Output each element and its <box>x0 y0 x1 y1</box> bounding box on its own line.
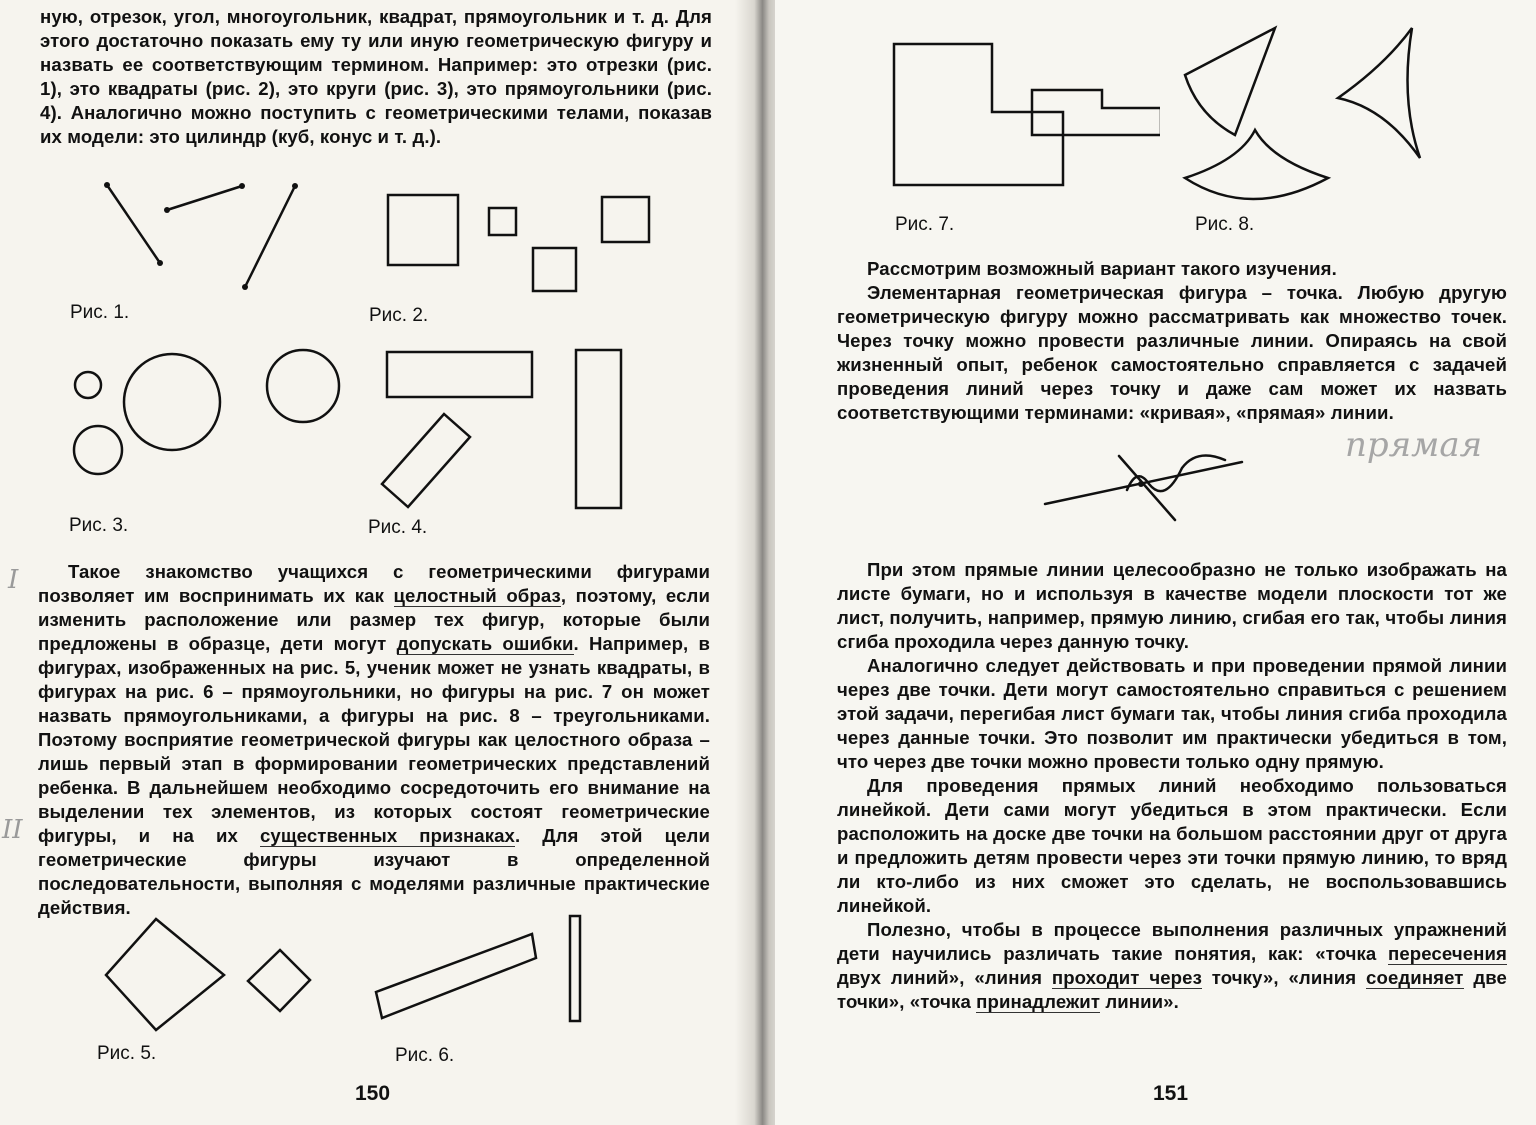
margin-note-1: I <box>8 565 19 595</box>
underline-essential-features: существенных признаках <box>259 825 516 846</box>
handwriting-note: прямая <box>1345 425 1483 465</box>
paragraph-3: При этом прямые линии целесообразно не только изображать на листе бумаги, но и используя в качестве модели плоскости тот же лист, получить, например, прямую линию, сгибая его так, чтобы линия сгиба проходила через данную точку. <box>837 559 1507 652</box>
caption-fig5: Рис. 5. <box>97 1043 157 1064</box>
figure-8-curved-triangles <box>1180 20 1525 215</box>
main-paragraph <box>38 560 710 920</box>
text-run: точку», «линия <box>1201 967 1367 988</box>
page-number-left: 150 <box>355 1082 391 1105</box>
rectangle-wide <box>387 352 532 397</box>
circle-large <box>124 354 220 450</box>
intro-text: ную, отрезок, угол, многоугольник, квадрат, прямоугольник и т. д. Для этого достаточно показать ему ту или иную геометрическую фигуру и назвать ее соответствующим термином. Например: это отрезки (рис. 1), это квадраты (рис. 2), это круги (рис. 3), это прямоугольники (рис. 4). Аналогично можно поступить с геометрическими телами, показав их модели: это цилиндр (куб, конус и т. д.). <box>40 6 712 147</box>
underline-belongs: принадлежит <box>976 991 1101 1012</box>
figure-6-rectangles <box>370 912 590 1027</box>
underline-errors: допускать ошибки <box>396 633 574 654</box>
right-text-bottom <box>837 558 1507 1014</box>
right-text-top <box>837 257 1507 425</box>
figure-4-rectangles <box>375 345 655 520</box>
paragraph-4: Аналогично следует действовать и при проведении прямой линии через две точки. Дети могут самостоятельно справиться с решением этой задачи, перегибая лист бумаги так, чтобы линия сгиба проходила через данные точки. Это позволит им практически убедиться в том, что через две точки можно провести только одну прямую. <box>837 655 1507 772</box>
caption-fig3: Рис. 3. <box>69 515 129 536</box>
segment-2 <box>167 186 242 210</box>
paragraph-5: Для проведения прямых линий необходимо пользоваться линейкой. Дети сами могут убедиться в этом практически. Если расположить на доске две точки на большом расстоянии друг от друга и предложить детям провести через эти точки прямую линию, то вряд ли кто-либо из них сможет это сделать, не воспользовавшись линейкой. <box>837 775 1507 916</box>
rectangle-long-tilted <box>376 934 536 1018</box>
underline-connects: соединяет <box>1366 967 1464 988</box>
figure-3-circles <box>70 345 350 490</box>
paragraph-2: Элементарная геометрическая фигура – точка. Любую другую геометрическую фигуру можно рассматривать как множество точек. Через точку можно провести различные линии. Опираясь на свой жизненный опыт, ребенок самостоятельно справляется с задачей проведения линий через точку и даже сам может их назвать соответствующими терминами: «кривая», «прямая» линии. <box>837 282 1507 423</box>
square-large <box>388 195 458 265</box>
caption-fig8: Рис. 8. <box>1195 214 1255 235</box>
diamond-small <box>248 950 310 1011</box>
caption-fig1: Рис. 1. <box>70 302 130 323</box>
rectangle-thin <box>570 916 580 1021</box>
margin-note-2: II <box>2 815 23 845</box>
square-medium <box>533 248 576 291</box>
square-medium-2 <box>602 197 649 242</box>
text-run: . Например, в фигурах, изображенных на рис. 5, ученик может не узнать квадраты, в фигурах на рис. 6 – прямоугольники, но фигуры на рис. 7 он может назвать прямоугольниками, а фигуры на рис. 8 – треугольниками. Поэтому восприятие геометрической фигуры как целостного образа – лишь первый этап в формировании геометрических представлений ребенка. В дальнейшем необходимо сосредоточить его внимание на выделении тех элементов, из которых состоят геометрические фигуры, и на их <box>38 633 710 846</box>
rectangle-tilted <box>382 414 470 507</box>
text-run: , поэтому, если изменить расположение или размер тех фигур, которые были предложены в образце, дети могут <box>38 585 710 654</box>
l-shape <box>894 44 1063 185</box>
text-run: . Для этой цели геометрические фигуры изучают в определенной последовательности, выполняя с моделями различные практические действия. <box>38 825 710 918</box>
text-run: Полезно, чтобы в процессе выполнения различных упражнений дети научились различать такие понятия, как: «точка <box>837 919 1507 964</box>
diamond-large <box>106 919 224 1030</box>
curved-triangle-1 <box>1185 28 1275 135</box>
circle-mid <box>74 426 122 474</box>
caption-fig4: Рис. 4. <box>368 517 428 538</box>
segment-1 <box>107 185 160 263</box>
curved-triangle-2 <box>1338 28 1420 158</box>
page-number-right: 151 <box>1153 1082 1189 1105</box>
underline-holistic-image: целостный образ <box>393 585 561 606</box>
text-run: линии». <box>1100 991 1179 1012</box>
right-page <box>775 0 1536 1125</box>
caption-fig2: Рис. 2. <box>369 305 429 326</box>
figure-2-squares <box>385 192 660 302</box>
circle-small <box>75 372 101 398</box>
caption-fig7: Рис. 7. <box>895 214 955 235</box>
paragraph-6 <box>837 918 1507 1014</box>
intro-paragraph <box>40 5 712 149</box>
text-run: двух линий», «линия <box>837 967 1052 988</box>
figure-7-polygons <box>890 40 1160 190</box>
figure-5-rotated-squares <box>100 915 340 1035</box>
text-run: Такое знакомство учащихся с геометрическими фигурами позволяет им воспринимать их как <box>38 561 710 606</box>
main-paragraph-text <box>38 560 710 920</box>
figure-lines-through-point <box>1037 448 1257 533</box>
underline-intersection: пересечения <box>1388 943 1507 964</box>
left-page <box>0 0 760 1125</box>
square-small <box>489 208 516 235</box>
curved-triangle-3 <box>1185 130 1328 199</box>
segment-3 <box>245 186 295 287</box>
figure-1-segments <box>95 175 315 300</box>
paragraph-1: Рассмотрим возможный вариант такого изучения. <box>867 258 1337 279</box>
caption-fig6: Рис. 6. <box>395 1045 455 1066</box>
rectangle-tall <box>576 350 621 508</box>
underline-passes-through: проходит через <box>1051 967 1202 988</box>
text-run: две точки», «точка <box>837 967 1507 1012</box>
circle-right <box>267 350 339 422</box>
